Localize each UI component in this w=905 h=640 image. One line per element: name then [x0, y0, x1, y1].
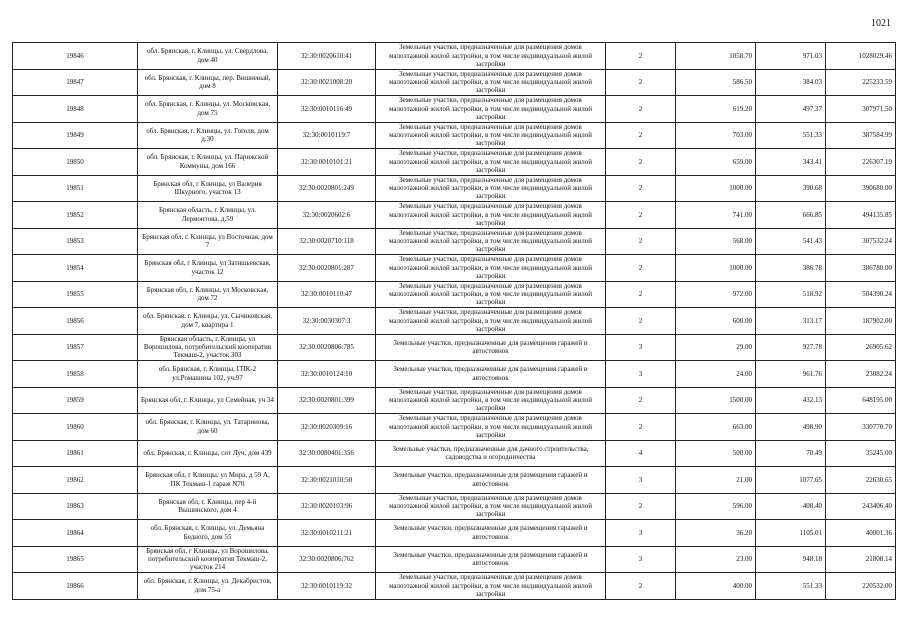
cadastral-value-cell: 35245.00: [826, 440, 896, 467]
land-use-cell: Земельные участки, предназначенные для дачного строительства, садоводства и огородничества: [376, 440, 606, 467]
cadastral-number-cell: 32:30:0020610:41: [278, 43, 376, 70]
table-row: [13, 520, 896, 547]
row-number-cell: 19866: [13, 573, 138, 600]
row-number-cell: 19850: [13, 149, 138, 176]
address-cell: обл. Брянская, г. Клинцы, ул. Сычиковская, дом 7, квартира 1: [138, 308, 278, 335]
address-cell: Брянская обл, г. Клинцы, пер 4-й Вышинского, дом 4: [138, 493, 278, 520]
rate-cell: 1077.65: [756, 467, 826, 494]
row-number-cell: 19852: [13, 202, 138, 229]
address-cell: обл. Брянская, г. Клинцы, ул. Гоголя, дом д.30: [138, 122, 278, 149]
category-cell: 2: [606, 149, 676, 176]
rate-cell: 498.90: [756, 414, 826, 441]
rate-cell: 497.37: [756, 96, 826, 123]
rate-cell: 551.33: [756, 573, 826, 600]
area-cell: 1000.00: [676, 175, 756, 202]
cadastral-value-cell: 386780.00: [826, 255, 896, 282]
cadastral-value-cell: 1028029.46: [826, 43, 896, 70]
table-body: [13, 43, 896, 600]
land-use-cell: Земельные участки, предназначенные для размещения домов малоэтажной жилой застройки, в том числе индивидуальной жилой застройки: [376, 281, 606, 308]
cadastral-number-cell: 32:30:0010119:32: [278, 573, 376, 600]
category-cell: 2: [606, 414, 676, 441]
table-row: [13, 308, 896, 335]
rate-cell: 408.40: [756, 493, 826, 520]
address-cell: обл. Брянская, г. Клинцы, ул. Декабристов, дом 75-а: [138, 573, 278, 600]
cadastral-number-cell: 32:30:0010211:21: [278, 520, 376, 547]
cadastral-value-cell: 225233.59: [826, 69, 896, 96]
land-use-cell: Земельные участки, предназначенные для размещения гаражей и автостоянок: [376, 546, 606, 573]
row-number-cell: 19848: [13, 96, 138, 123]
land-use-cell: Земельные участки, предназначенные для размещения гаражей и автостоянок: [376, 520, 606, 547]
land-registry-table: [12, 42, 896, 600]
address-cell: Брянская обл, г. Клинцы, ул Московская, дом 72: [138, 281, 278, 308]
cadastral-number-cell: 32:30:0020806:785: [278, 334, 376, 361]
rate-cell: 971.03: [756, 43, 826, 70]
row-number-cell: 19860: [13, 414, 138, 441]
table-row: [13, 202, 896, 229]
page-number: 1021: [871, 18, 891, 29]
row-number-cell: 19862: [13, 467, 138, 494]
land-use-cell: Земельные участки, предназначенные для размещения домов малоэтажной жилой застройки, в том числе индивидуальной жилой застройки: [376, 149, 606, 176]
area-cell: 23.00: [676, 546, 756, 573]
area-cell: 619.20: [676, 96, 756, 123]
table-row: [13, 387, 896, 414]
area-cell: 703.00: [676, 122, 756, 149]
area-cell: 659.00: [676, 149, 756, 176]
area-cell: 1500.00: [676, 387, 756, 414]
category-cell: 3: [606, 520, 676, 547]
area-cell: 600.00: [676, 308, 756, 335]
area-cell: 400.00: [676, 573, 756, 600]
land-use-cell: Земельные участки, предназначенные для размещения домов малоэтажной жилой застройки, в том числе индивидуальной жилой застройки: [376, 43, 606, 70]
category-cell: 2: [606, 69, 676, 96]
cadastral-value-cell: 307532.24: [826, 228, 896, 255]
cadastral-value-cell: 307971.50: [826, 96, 896, 123]
area-cell: 586.50: [676, 69, 756, 96]
table-row: [13, 281, 896, 308]
cadastral-value-cell: 26905.62: [826, 334, 896, 361]
cadastral-number-cell: 32:30:0020801:399: [278, 387, 376, 414]
land-use-cell: Земельные участки, предназначенные для размещения гаражей и автостоянок: [376, 467, 606, 494]
area-cell: 568.00: [676, 228, 756, 255]
land-use-cell: Земельные участки, предназначенные для размещения домов малоэтажной жилой застройки, в том числе индивидуальной жилой застройки: [376, 228, 606, 255]
rate-cell: 390.68: [756, 175, 826, 202]
address-cell: Брянская обл, г. Клинцы, ул Семейная, уч 34: [138, 387, 278, 414]
table-row: [13, 440, 896, 467]
address-cell: Брянская обл, г Клинцы, ул Затишьевская, участок 12: [138, 255, 278, 282]
row-number-cell: 19858: [13, 361, 138, 388]
area-cell: 596.00: [676, 493, 756, 520]
area-cell: 21.00: [676, 467, 756, 494]
table-row: [13, 573, 896, 600]
rate-cell: 384.03: [756, 69, 826, 96]
table-row: [13, 122, 896, 149]
rate-cell: 541.43: [756, 228, 826, 255]
table-row: [13, 228, 896, 255]
table-row: [13, 467, 896, 494]
land-use-cell: Земельные участки, предназначенные для размещения домов малоэтажной жилой застройки, в том числе индивидуальной жилой застройки: [376, 122, 606, 149]
cadastral-number-cell: 32:30:0010101:21: [278, 149, 376, 176]
area-cell: 24.00: [676, 361, 756, 388]
category-cell: 2: [606, 573, 676, 600]
rate-cell: 313.17: [756, 308, 826, 335]
address-cell: Брянская обл, г Клинцы, ул Ворошилова, потребительский кооператив Текмаш-2, участок 214: [138, 546, 278, 573]
cadastral-number-cell: 32:30:0020602:6: [278, 202, 376, 229]
address-cell: обл. Брянская, г. Клинцы, ул. Парижской Коммуны, дом 166: [138, 149, 278, 176]
table-row: [13, 43, 896, 70]
rate-cell: 1105.01: [756, 520, 826, 547]
land-use-cell: Земельные участки, предназначенные для размещения домов малоэтажной жилой застройки, в том числе индивидуальной жилой застройки: [376, 308, 606, 335]
row-number-cell: 19853: [13, 228, 138, 255]
cadastral-number-cell: 32:30:0020309:16: [278, 414, 376, 441]
row-number-cell: 19856: [13, 308, 138, 335]
category-cell: 2: [606, 43, 676, 70]
cadastral-number-cell: 32:30:0010110:47: [278, 281, 376, 308]
cadastral-value-cell: 387584.99: [826, 122, 896, 149]
cadastral-number-cell: 32:30:0020103:96: [278, 493, 376, 520]
area-cell: 29.00: [676, 334, 756, 361]
address-cell: обл. Брянская, г. Клинцы, пер. Вишневый, дом 8: [138, 69, 278, 96]
area-cell: 972.00: [676, 281, 756, 308]
land-use-cell: Земельные участки, предназначенные для размещения домов малоэтажной жилой застройки, в том числе индивидуальной жилой застройки: [376, 414, 606, 441]
area-cell: 663.00: [676, 414, 756, 441]
address-cell: Брянская область, г. Клинцы, ул. Лермонтова, д.59: [138, 202, 278, 229]
category-cell: 2: [606, 387, 676, 414]
row-number-cell: 19849: [13, 122, 138, 149]
address-cell: Брянская обл, г Клинцы, ул Мира, д 59 А, ПК Текмаш-1 гараж N70: [138, 467, 278, 494]
cadastral-number-cell: 32:30:0021008:20: [278, 69, 376, 96]
cadastral-value-cell: 40001.36: [826, 520, 896, 547]
land-use-cell: Земельные участки, предназначенные для размещения гаражей и автостоянок: [376, 361, 606, 388]
cadastral-number-cell: 32:30:0080401:356: [278, 440, 376, 467]
address-cell: обл. Брянская, г. Клинцы, снт Луч, дом 439: [138, 440, 278, 467]
rate-cell: 518.92: [756, 281, 826, 308]
land-use-cell: Земельные участки, предназначенные для размещения домов малоэтажной жилой застройки, в том числе индивидуальной жилой застройки: [376, 175, 606, 202]
rate-cell: 551.33: [756, 122, 826, 149]
category-cell: 3: [606, 546, 676, 573]
table-row: [13, 69, 896, 96]
rate-cell: 961.76: [756, 361, 826, 388]
rate-cell: 432.13: [756, 387, 826, 414]
table-row: [13, 414, 896, 441]
table-row: [13, 334, 896, 361]
table-row: [13, 149, 896, 176]
cadastral-number-cell: 32:30:0010116:49: [278, 96, 376, 123]
rate-cell: 666.85: [756, 202, 826, 229]
cadastral-value-cell: 220532.00: [826, 573, 896, 600]
category-cell: 2: [606, 228, 676, 255]
cadastral-number-cell: 32:30:0010119:7: [278, 122, 376, 149]
cadastral-number-cell: 32:30:0020710:118: [278, 228, 376, 255]
row-number-cell: 19846: [13, 43, 138, 70]
cadastral-number-cell: 32:30:0010124:10: [278, 361, 376, 388]
category-cell: 2: [606, 308, 676, 335]
row-number-cell: 19855: [13, 281, 138, 308]
category-cell: 2: [606, 175, 676, 202]
area-cell: 36.20: [676, 520, 756, 547]
address-cell: Брянская область, г. Клинцы, ул Ворошилова, потребительский кооператив Текмаш-2, участок 303: [138, 334, 278, 361]
row-number-cell: 19861: [13, 440, 138, 467]
land-use-cell: Земельные участки, предназначенные для размещения домов малоэтажной жилой застройки, в том числе индивидуальной жилой застройки: [376, 69, 606, 96]
row-number-cell: 19863: [13, 493, 138, 520]
land-use-cell: Земельные участки, предназначенные для размещения домов малоэтажной жилой застройки, в том числе индивидуальной жилой застройки: [376, 573, 606, 600]
cadastral-value-cell: 330770.70: [826, 414, 896, 441]
address-cell: обл. Брянская, г. Клинцы, ул. Свердлова, дом 40: [138, 43, 278, 70]
table-row: [13, 175, 896, 202]
cadastral-number-cell: 32:30:0020801:249: [278, 175, 376, 202]
address-cell: обл. Брянская, г. Клинцы, ул. Демьяна Бедного, дом 55: [138, 520, 278, 547]
cadastral-number-cell: 32:30:0030307:3: [278, 308, 376, 335]
area-cell: 741.00: [676, 202, 756, 229]
cadastral-number-cell: 32:30:0020806:762: [278, 546, 376, 573]
land-use-cell: Земельные участки, предназначенные для размещения домов малоэтажной жилой застройки, в том числе индивидуальной жилой застройки: [376, 387, 606, 414]
category-cell: 3: [606, 467, 676, 494]
address-cell: обл. Брянская, г. Клинцы, ул. Московская, дом 75: [138, 96, 278, 123]
cadastral-value-cell: 504390.24: [826, 281, 896, 308]
category-cell: 3: [606, 361, 676, 388]
table-row: [13, 361, 896, 388]
cadastral-value-cell: 21808.14: [826, 546, 896, 573]
table-row: [13, 493, 896, 520]
category-cell: 2: [606, 493, 676, 520]
cadastral-value-cell: 22630.65: [826, 467, 896, 494]
rate-cell: 927.78: [756, 334, 826, 361]
row-number-cell: 19857: [13, 334, 138, 361]
row-number-cell: 19865: [13, 546, 138, 573]
row-number-cell: 19847: [13, 69, 138, 96]
cadastral-value-cell: 648195.00: [826, 387, 896, 414]
rate-cell: 386.78: [756, 255, 826, 282]
cadastral-number-cell: 32:30:0020801:287: [278, 255, 376, 282]
category-cell: 2: [606, 202, 676, 229]
cadastral-value-cell: 494135.85: [826, 202, 896, 229]
area-cell: 500.00: [676, 440, 756, 467]
rate-cell: 343.41: [756, 149, 826, 176]
row-number-cell: 19851: [13, 175, 138, 202]
table-row: [13, 96, 896, 123]
cadastral-value-cell: 243406.40: [826, 493, 896, 520]
cadastral-value-cell: 187902.00: [826, 308, 896, 335]
category-cell: 2: [606, 122, 676, 149]
rate-cell: 70.49: [756, 440, 826, 467]
land-use-cell: Земельные участки, предназначенные для размещения гаражей и автостоянок: [376, 334, 606, 361]
rate-cell: 948.18: [756, 546, 826, 573]
address-cell: обл. Брянская, г. Клинцы, ГПК-2 ул.Ромашина 102, уч.97: [138, 361, 278, 388]
category-cell: 2: [606, 96, 676, 123]
cadastral-value-cell: 226307.19: [826, 149, 896, 176]
category-cell: 3: [606, 334, 676, 361]
area-cell: 1058.70: [676, 43, 756, 70]
row-number-cell: 19859: [13, 387, 138, 414]
address-cell: обл. Брянская, г. Клинцы, ул. Татаринова, дом 60: [138, 414, 278, 441]
table-row: [13, 255, 896, 282]
category-cell: 2: [606, 281, 676, 308]
cadastral-value-cell: 23082.24: [826, 361, 896, 388]
area-cell: 1000.00: [676, 255, 756, 282]
cadastral-number-cell: 32:30:0021010:50: [278, 467, 376, 494]
land-use-cell: Земельные участки, предназначенные для размещения домов малоэтажной жилой застройки, в том числе индивидуальной жилой застройки: [376, 96, 606, 123]
row-number-cell: 19864: [13, 520, 138, 547]
address-cell: Брянская обл, г Клинцы, ул Валерия Шкурного, участок 13: [138, 175, 278, 202]
table-row: [13, 546, 896, 573]
land-use-cell: Земельные участки, предназначенные для размещения домов малоэтажной жилой застройки, в том числе индивидуальной жилой застройки: [376, 255, 606, 282]
category-cell: 4: [606, 440, 676, 467]
cadastral-value-cell: 390680.00: [826, 175, 896, 202]
address-cell: Брянская обл, г. Клинцы, ул Восточная, дом 7: [138, 228, 278, 255]
land-use-cell: Земельные участки, предназначенные для размещения домов малоэтажной жилой застройки, в том числе индивидуальной жилой застройки: [376, 493, 606, 520]
land-use-cell: Земельные участки, предназначенные для размещения домов малоэтажной жилой застройки, в том числе индивидуальной жилой застройки: [376, 202, 606, 229]
category-cell: 2: [606, 255, 676, 282]
row-number-cell: 19854: [13, 255, 138, 282]
